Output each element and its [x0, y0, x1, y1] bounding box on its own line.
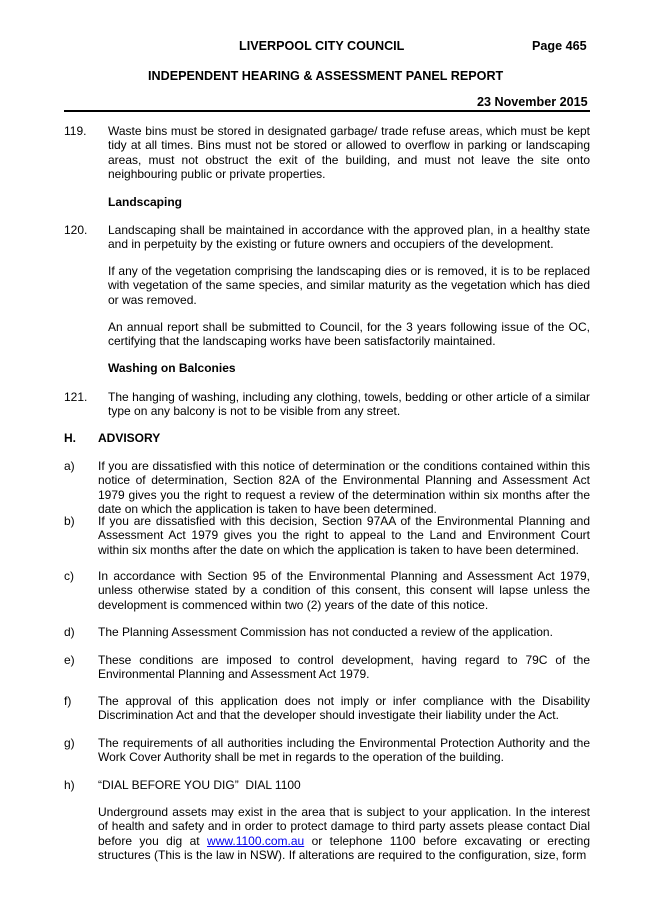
section-title: ADVISORY	[98, 431, 161, 445]
condition-number: 120.	[64, 223, 88, 237]
report-date: 23 November 2015	[477, 95, 588, 109]
section-letter: H.	[64, 431, 76, 445]
list-item: If you are dissatisfied with this decision, Section 97AA of the Environmental Planning and Assessment Act 1979 gives you the right to appeal to the Land and Environment Court within six months after the date on which the application is taken to have been determined.	[98, 514, 590, 557]
condition-text: Landscaping shall be maintained in accordance with the approved plan, in a healthy state and in perpetuity by the existing or future owners and occupiers of the development.	[108, 223, 590, 252]
list-item: The Planning Assessment Commission has not conducted a review of the application.	[98, 625, 553, 639]
list-item-label: d)	[64, 625, 75, 639]
list-item-label: f)	[64, 694, 72, 708]
condition-text: The hanging of washing, including any clothing, towels, bedding or other article of a similar type on any balcony is not to be visible from any street.	[108, 390, 590, 419]
list-item-label: e)	[64, 653, 75, 667]
condition-text: Waste bins must be stored in designated garbage/ trade refuse areas, which must be kept tidy at all times. Bins must not be stored or allowed to overflow in parking or landscaping areas, must not obstruct the exit of the building, and must not leave the site onto neighbouring public or private properties.	[108, 124, 590, 181]
list-item: These conditions are imposed to control development, having regard to 79C of the Environmental Planning and Assessment Act 1979.	[98, 653, 590, 682]
list-item: If you are dissatisfied with this notice of determination or the conditions contained within this notice of determination, Section 82A of the Environmental Planning and Assessment Act 1979 gives you the right to request a review of the determination within six months after the date on which the application is taken to have been determined.	[98, 459, 590, 516]
list-item-label: h)	[64, 778, 75, 792]
dial-text-before: Underground assets may exist in the area that is subject to your application. In the interest of health and safety and in order to protect damage to third party assets please contact Dial before you dig at	[98, 805, 590, 848]
list-item: In accordance with Section 95 of the Environmental Planning and Assessment Act 1979, unless otherwise stated by a condition of this consent, this consent will lapse unless the development is commenced within two (2) years of the date of this notice.	[98, 569, 590, 612]
report-title: INDEPENDENT HEARING & ASSESSMENT PANEL REPORT	[148, 69, 504, 83]
list-item-label: a)	[64, 459, 75, 473]
page-number: Page 465	[532, 39, 587, 53]
list-item: “DIAL BEFORE YOU DIG” DIAL 1100	[98, 778, 301, 792]
header-rule	[64, 110, 590, 112]
condition-paragraph: If any of the vegetation comprising the landscaping dies or is removed, it is to be replaced with vegetation of the same species, and similar maturity as the vegetation which has died or was removed.	[108, 264, 590, 307]
dial-website-link[interactable]: www.1100.com.au	[207, 833, 305, 848]
list-item: The approval of this application does not imply or infer compliance with the Disability Discrimination Act and that the developer should investigate their liability under the Act.	[98, 694, 590, 723]
section-heading: Landscaping	[108, 195, 183, 209]
section-heading: Washing on Balconies	[108, 361, 236, 375]
dial-text-after: or telephone 1100 before excavating or erecting structures (This is the law in NSW). If alterations are required to the configuration, size, form	[98, 833, 590, 862]
condition-number: 119.	[64, 124, 87, 138]
list-item: The requirements of all authorities including the Environmental Protection Authority and the Work Cover Authority shall be met in regards to the operation of the building.	[98, 736, 590, 765]
condition-paragraph: An annual report shall be submitted to Council, for the 3 years following issue of the OC, certifying that the landscaping works have been satisfactorily maintained.	[108, 320, 590, 349]
list-item-label: c)	[64, 569, 74, 583]
council-name: LIVERPOOL CITY COUNCIL	[239, 39, 405, 53]
list-item-label: b)	[64, 514, 75, 528]
condition-number: 121.	[64, 390, 88, 404]
list-item-label: g)	[64, 736, 75, 750]
dial-paragraph	[98, 805, 590, 862]
